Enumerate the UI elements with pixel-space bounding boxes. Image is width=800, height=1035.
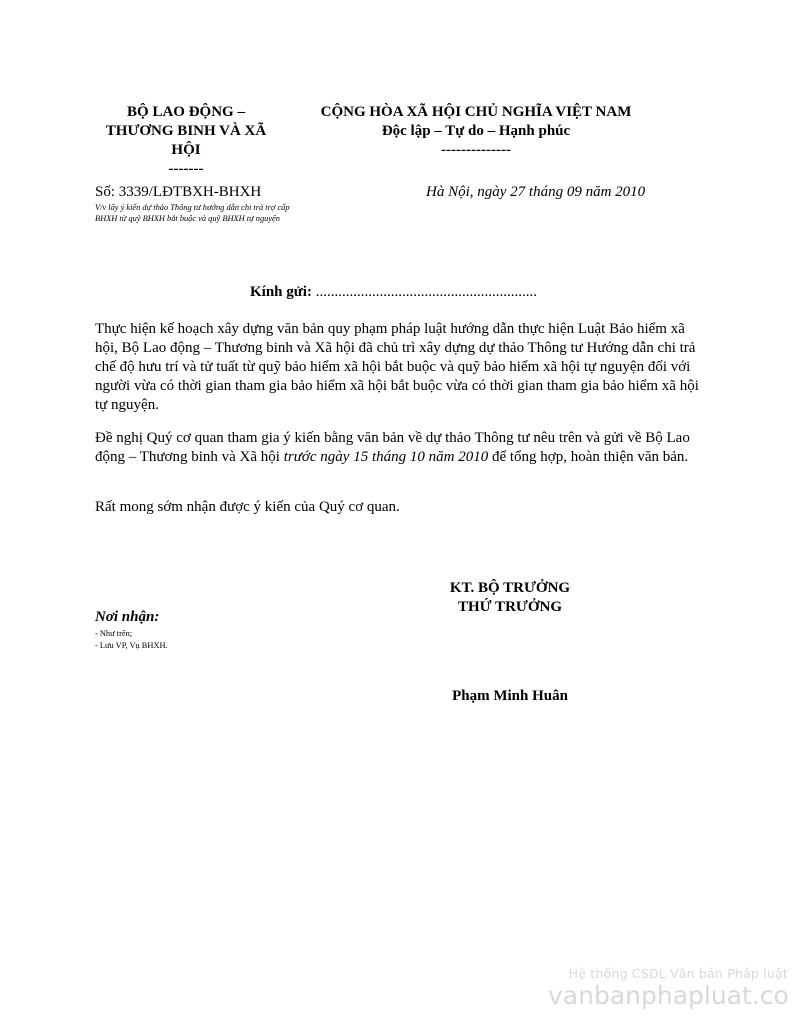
signature-block <box>430 579 590 617</box>
place-and-date: Hà Nội, ngày 27 tháng 09 năm 2010 <box>426 184 646 200</box>
recipient-label: Kính gửi: <box>250 284 312 300</box>
ministry-underline-dashes: ------- <box>168 161 204 177</box>
site-watermark <box>548 966 788 1011</box>
ministry-name-line-3: HỘI <box>171 142 201 158</box>
receivers-list <box>95 628 168 652</box>
receivers-title: Nơi nhận: <box>95 609 160 625</box>
document-number: Số: 3339/LĐTBXH-BHXH <box>95 184 262 200</box>
watermark-line-2: vanbanphapluat.co <box>548 981 789 1010</box>
recipient-line <box>250 284 537 301</box>
recipient-value: ........................................................... <box>315 284 537 300</box>
motto-underline-dashes: -------------- <box>441 142 511 158</box>
paragraph-2-text-after: để tổng hợp, hoàn thiện văn bản. <box>488 449 689 465</box>
response-deadline: trước ngày 15 tháng 10 năm 2010 <box>283 449 489 465</box>
body-paragraph-1: Thực hiện kế hoạch xây dựng văn bản quy phạm pháp luật hướng dẫn thực hiện Luật Bảo hiểm xã hội, Bộ Lao động – Thương binh và Xã hội đã chủ trì xây dựng dự thảo Thông tư Hướng dẫn chi trả chế độ hưu trí và tử tuất từ quỹ bảo hiểm xã hội bắt buộc và quỹ bảo hiểm xã hội tự nguyện đối với người vừa có thời gian tham gia bảo hiểm xã hội bắt buộc vừa có thời gian tham gia bảo hiểm xã hội tự nguyện. <box>95 321 699 413</box>
receiver-item: - Như trên; <box>95 629 133 638</box>
receiver-item: - Lưu VP, Vụ BHXH. <box>95 641 168 650</box>
ministry-name-line-1: BỘ LAO ĐỘNG – <box>127 104 245 120</box>
national-header <box>300 103 652 160</box>
country-name: CỘNG HÒA XÃ HỘI CHỦ NGHĨA VIỆT NAM <box>320 104 632 120</box>
paragraph-2-text-before: Đề nghị Quý cơ quan tham gia ý kiến bằng văn bản về dự thảo Thông tư nêu trên và gửi về Bộ Lao động – Thương binh và Xã hội <box>95 430 690 465</box>
body-paragraph-3: Rất mong sớm nhận được ý kiến của Quý cơ quan. <box>95 499 400 515</box>
issuing-authority <box>100 103 272 179</box>
body-paragraph-2 <box>95 429 710 467</box>
watermark-line-1: Hệ thống CSDL Văn bản Pháp luật <box>568 966 788 981</box>
ministry-name-line-2: THƯƠNG BINH VÀ XÃ <box>105 123 267 139</box>
document-subject: V/v lấy ý kiến dự thảo Thông tư hướng dẫn chi trả trợ cấp BHXH từ quỹ BHXH bắt buộc và quỹ BHXH tự nguyện <box>95 203 290 223</box>
signer-name: Phạm Minh Huân <box>452 688 568 704</box>
signature-title-line-1: KT. BỘ TRƯỞNG <box>449 580 571 596</box>
signature-title-line-2: THỨ TRƯỞNG <box>457 599 563 615</box>
national-motto: Độc lập – Tự do – Hạnh phúc <box>381 123 571 139</box>
